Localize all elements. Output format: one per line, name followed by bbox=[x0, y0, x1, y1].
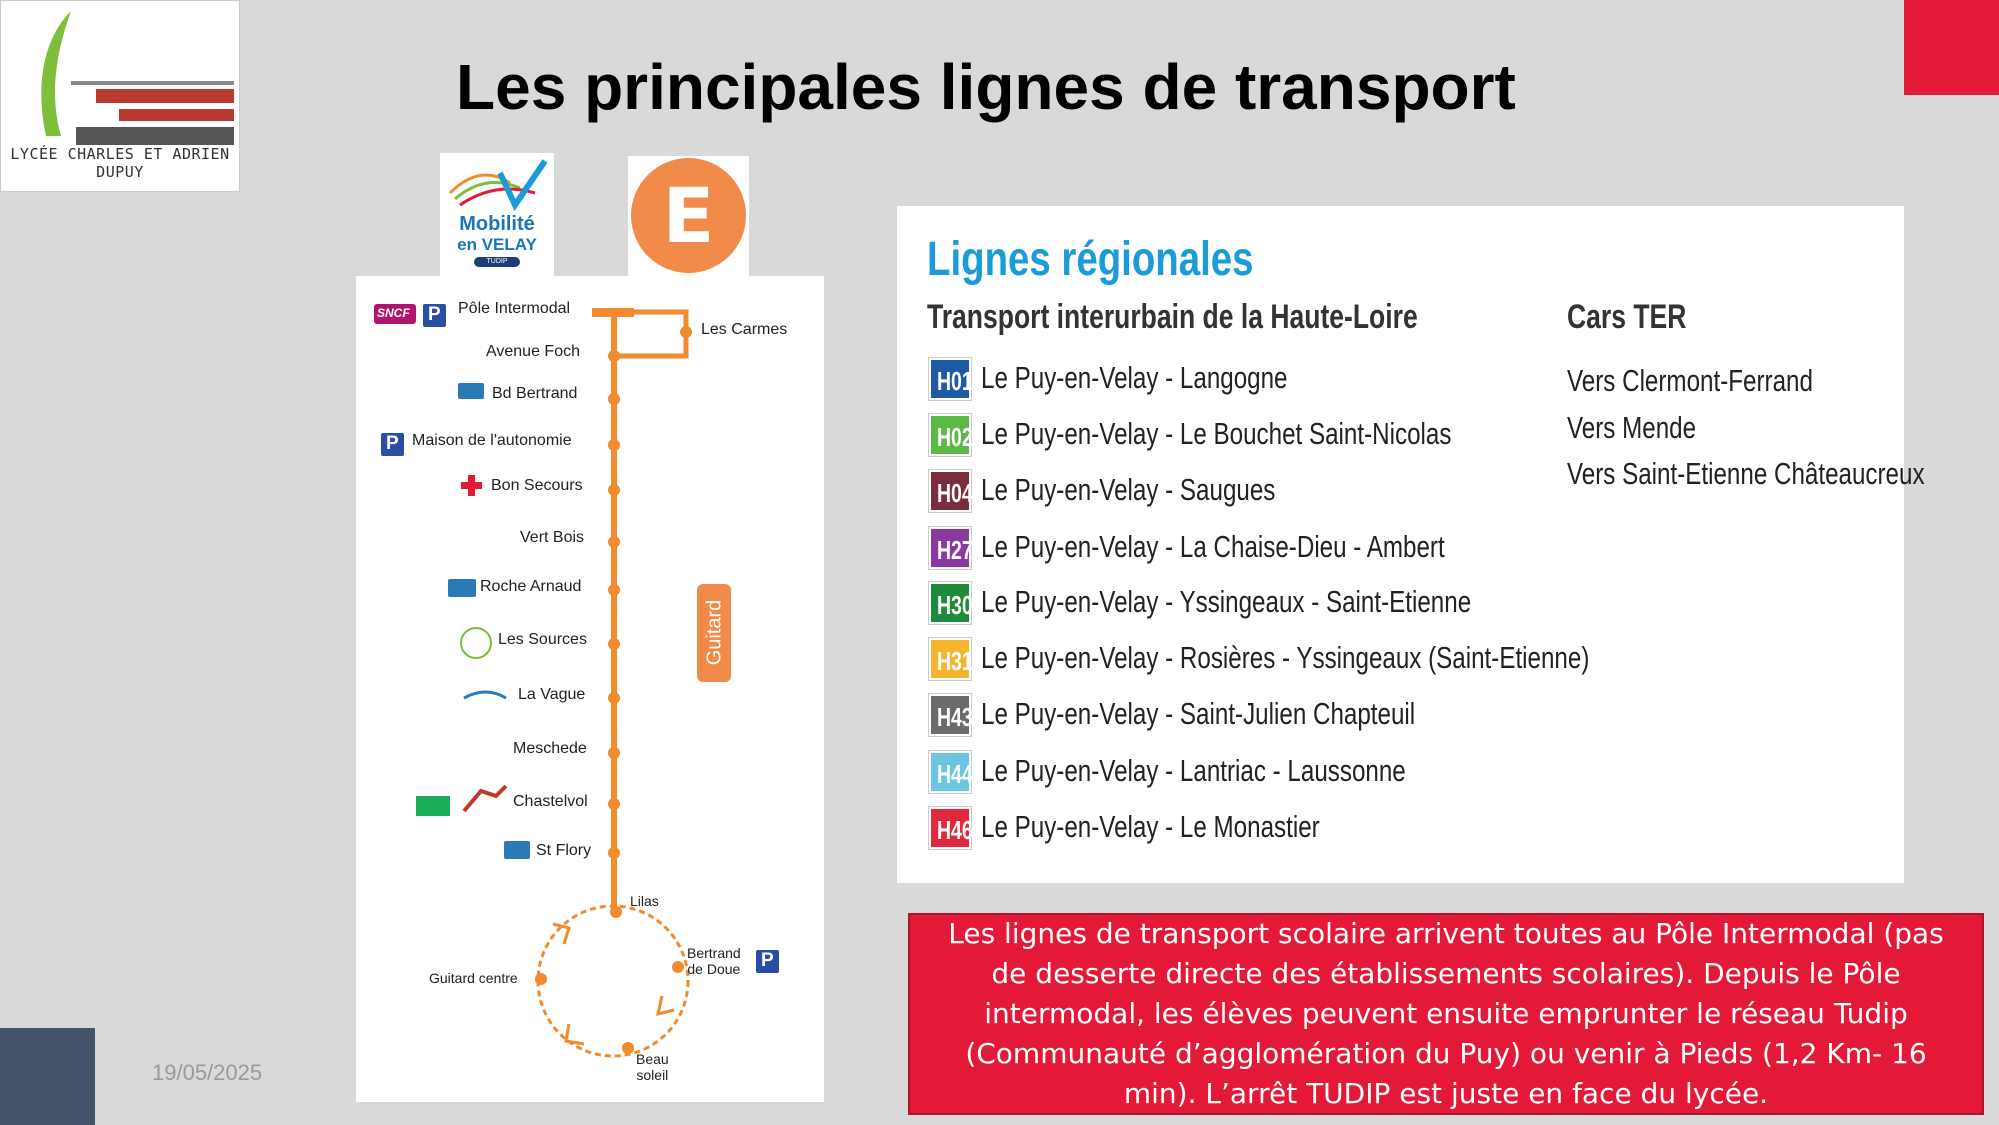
school-logo-graphic bbox=[1, 1, 241, 151]
stop-bertrand-de-doue-line2: de Doue bbox=[687, 961, 741, 977]
line-code-text: H30 bbox=[936, 590, 973, 620]
stop-les-sources: Les Sources bbox=[498, 631, 587, 648]
line-name: Le Puy-en-Velay - Le Bouchet Saint-Nicolas bbox=[981, 416, 1452, 451]
line-code-text: H04 bbox=[936, 478, 973, 508]
ter-destination: Vers Saint-Etienne Châteaucreux bbox=[1567, 456, 1925, 491]
stop-roche-arnaud: Roche Arnaud bbox=[480, 578, 582, 595]
line-name: Le Puy-en-Velay - Langogne bbox=[981, 360, 1288, 395]
ter-destination: Vers Clermont-Ferrand bbox=[1567, 363, 1813, 398]
line-name: Le Puy-en-Velay - Saugues bbox=[981, 472, 1276, 507]
stop-la-vague: La Vague bbox=[518, 686, 586, 703]
ter-title: Cars TER bbox=[1567, 298, 1687, 336]
line-code-badge bbox=[929, 807, 971, 849]
corner-decoration-red bbox=[1904, 0, 1999, 95]
line-code-text: H27 bbox=[936, 535, 973, 565]
stop-beau-soleil-line2: soleil bbox=[636, 1067, 669, 1083]
line-code-badge bbox=[929, 694, 971, 736]
stop-bon-secours: Bon Secours bbox=[491, 477, 583, 494]
stop-vert-bois: Vert Bois bbox=[520, 529, 585, 546]
stop-guitard-centre: Guitard centre bbox=[429, 970, 518, 986]
route-line-graphic bbox=[356, 276, 824, 1102]
stop-pole-intermodal: Pôle Intermodal bbox=[458, 300, 571, 317]
line-code-badge bbox=[929, 470, 971, 512]
mobilite-velay-logo bbox=[440, 153, 554, 277]
line-code-text: H43 bbox=[936, 702, 973, 732]
stop-meschede: Meschede bbox=[513, 740, 587, 757]
stop-bertrand-de-doue-line1: Bertrand bbox=[687, 945, 741, 961]
line-code-text: H01 bbox=[936, 366, 973, 396]
stop-les-carmes: Les Carmes bbox=[701, 321, 788, 338]
sncf-icon: SNCF bbox=[377, 306, 410, 320]
ter-destination: Vers Mende bbox=[1567, 410, 1697, 445]
tudip-tag: TUDIP bbox=[474, 257, 520, 267]
parking-icon: P bbox=[428, 304, 441, 325]
line-name: Le Puy-en-Velay - Saint-Julien Chapteuil bbox=[981, 696, 1416, 731]
line-name: Le Puy-en-Velay - Lantriac - Laussonne bbox=[981, 753, 1406, 788]
line-code-text: H46 bbox=[936, 815, 973, 845]
stop-beau-soleil-line1: Beau bbox=[636, 1051, 669, 1067]
stop-bertrand-de-doue bbox=[687, 945, 741, 977]
stop-bd-bertrand: Bd Bertrand bbox=[492, 385, 578, 402]
parking-icon: P bbox=[761, 950, 774, 971]
line-code-badge bbox=[929, 358, 971, 400]
line-code-text: H44 bbox=[936, 759, 973, 789]
line-e-box bbox=[628, 156, 749, 276]
stop-avenue-foch: Avenue Foch bbox=[486, 343, 580, 360]
line-e-badge: E bbox=[631, 158, 746, 273]
regional-lines-panel bbox=[897, 206, 1925, 883]
school-name: LYCÉE CHARLES ET ADRIEN DUPUY bbox=[10, 145, 230, 181]
stop-lilas: Lilas bbox=[630, 893, 659, 909]
corner-decoration-slate bbox=[0, 1028, 95, 1125]
swoosh-icon bbox=[440, 153, 554, 213]
stop-beau-soleil bbox=[636, 1051, 669, 1083]
line-code-badge bbox=[929, 527, 971, 569]
school-logo bbox=[0, 0, 240, 192]
info-box: Les lignes de transport scolaire arrivent toutes au Pôle Intermodal (pas de desserte directe des établissements scolaires). Depuis le Pôle intermodal, les élèves peuvent ensuite emprunter le réseau Tudip (Communauté d’agglomération du Puy) ou venir à Pieds (1,2 Km- 16 min). L’arrêt TUDIP est juste en face du lycée. bbox=[908, 913, 1984, 1115]
guitard-branch-label: Guitard bbox=[703, 599, 726, 666]
regional-subtitle: Transport interurbain de la Haute-Loire bbox=[927, 298, 1418, 336]
mobility-text: Mobilité bbox=[459, 213, 535, 235]
stop-st-flory: St Flory bbox=[536, 842, 592, 859]
line-name: Le Puy-en-Velay - Rosières - Yssingeaux (Saint-Etienne) bbox=[981, 640, 1590, 675]
stop-chastelvol: Chastelvol bbox=[513, 793, 588, 810]
line-code-badge bbox=[929, 638, 971, 680]
line-name: Le Puy-en-Velay - Yssingeaux - Saint-Etienne bbox=[981, 584, 1472, 619]
parking-icon: P bbox=[386, 433, 399, 454]
stop-maison-autonomie: Maison de l'autonomie bbox=[412, 432, 572, 449]
line-code-badge bbox=[929, 414, 971, 456]
mobility-text-sub: en VELAY bbox=[457, 235, 537, 254]
slide-date: 19/05/2025 bbox=[152, 1060, 263, 1085]
line-code-text: H31 bbox=[936, 646, 973, 676]
line-code-text: H02 bbox=[936, 422, 973, 452]
regional-title: Lignes régionales bbox=[927, 233, 1254, 286]
slide-title: Les principales lignes de transport bbox=[456, 51, 1516, 123]
route-map-panel bbox=[356, 276, 824, 1102]
line-code-badge bbox=[929, 582, 971, 624]
line-name: Le Puy-en-Velay - La Chaise-Dieu - Ambert bbox=[981, 529, 1445, 564]
line-code-badge bbox=[929, 751, 971, 793]
line-name: Le Puy-en-Velay - Le Monastier bbox=[981, 809, 1320, 844]
